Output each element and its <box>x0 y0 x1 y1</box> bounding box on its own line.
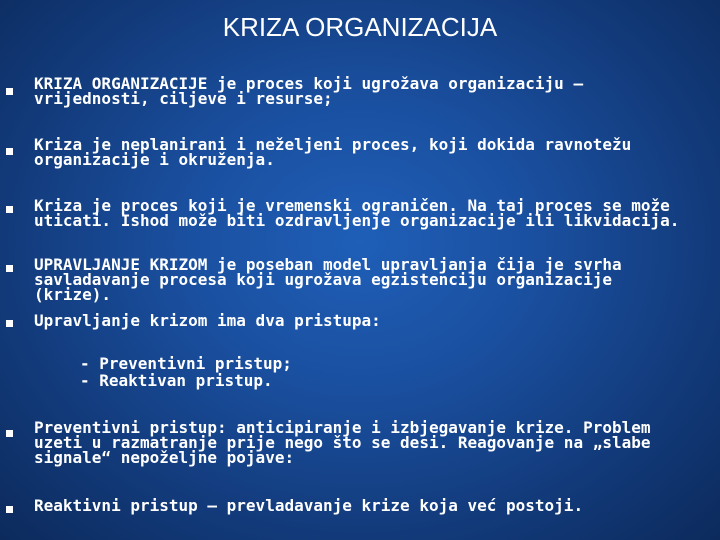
square-bullet-icon <box>6 320 13 327</box>
list-item <box>34 198 710 228</box>
list-item-line: (krize). <box>34 285 112 304</box>
square-bullet-icon <box>6 206 13 213</box>
list-item-line: UPRAVLJANJE KRIZOM je poseban model upravljanja čija je svrha <box>34 255 622 274</box>
square-bullet-icon <box>6 506 13 513</box>
square-bullet-icon <box>6 148 13 155</box>
sub-list-item: - Reaktivan pristup. <box>80 371 273 390</box>
list-item-line: vrijednosti, ciljeve i resurse; <box>34 89 333 108</box>
list-item-line: Preventivni pristup: anticipiranje i izbjegavanje krize. Problem <box>34 418 651 437</box>
list-item-line: Reaktivni pristup – prevladavanje krize koja već postoji. <box>34 496 584 515</box>
slide-title: KRIZA ORGANIZACIJA <box>222 12 498 42</box>
list-item <box>34 498 710 513</box>
list-item <box>34 76 710 106</box>
list-item-line: uticati. Ishod može biti ozdravljenje organizacije ili likvidacija. <box>34 211 680 230</box>
list-item-line: KRIZA ORGANIZACIJE je proces koji ugrožava organizaciju – <box>34 74 584 93</box>
list-item <box>34 257 710 302</box>
list-item <box>34 137 710 167</box>
list-item-line: organizacije i okruženja. <box>34 150 275 169</box>
list-item-line: Kriza je proces koji je vremenski ograničen. Na taj proces se može <box>34 196 670 215</box>
list-item-line: savladavanje procesa koji ugrožava egzistenciju organizacije <box>34 270 612 289</box>
list-item-line: Upravljanje krizom ima dva pristupa: <box>34 311 381 330</box>
list-item-line: uzeti u razmatranje prije nego što se desi. Reagovanje na „slabe <box>34 433 651 452</box>
sub-list-item: - Preventivni pristup; <box>80 354 292 373</box>
list-item-line: signale“ nepoželjne pojave: <box>34 448 295 467</box>
sub-list <box>80 355 292 389</box>
square-bullet-icon <box>6 430 13 437</box>
square-bullet-icon <box>6 88 13 95</box>
list-item <box>34 420 710 465</box>
square-bullet-icon <box>6 265 13 272</box>
list-item-line: Kriza je neplanirani i neželjeni proces, koji dokida ravnotežu <box>34 135 632 154</box>
list-item <box>34 313 710 328</box>
